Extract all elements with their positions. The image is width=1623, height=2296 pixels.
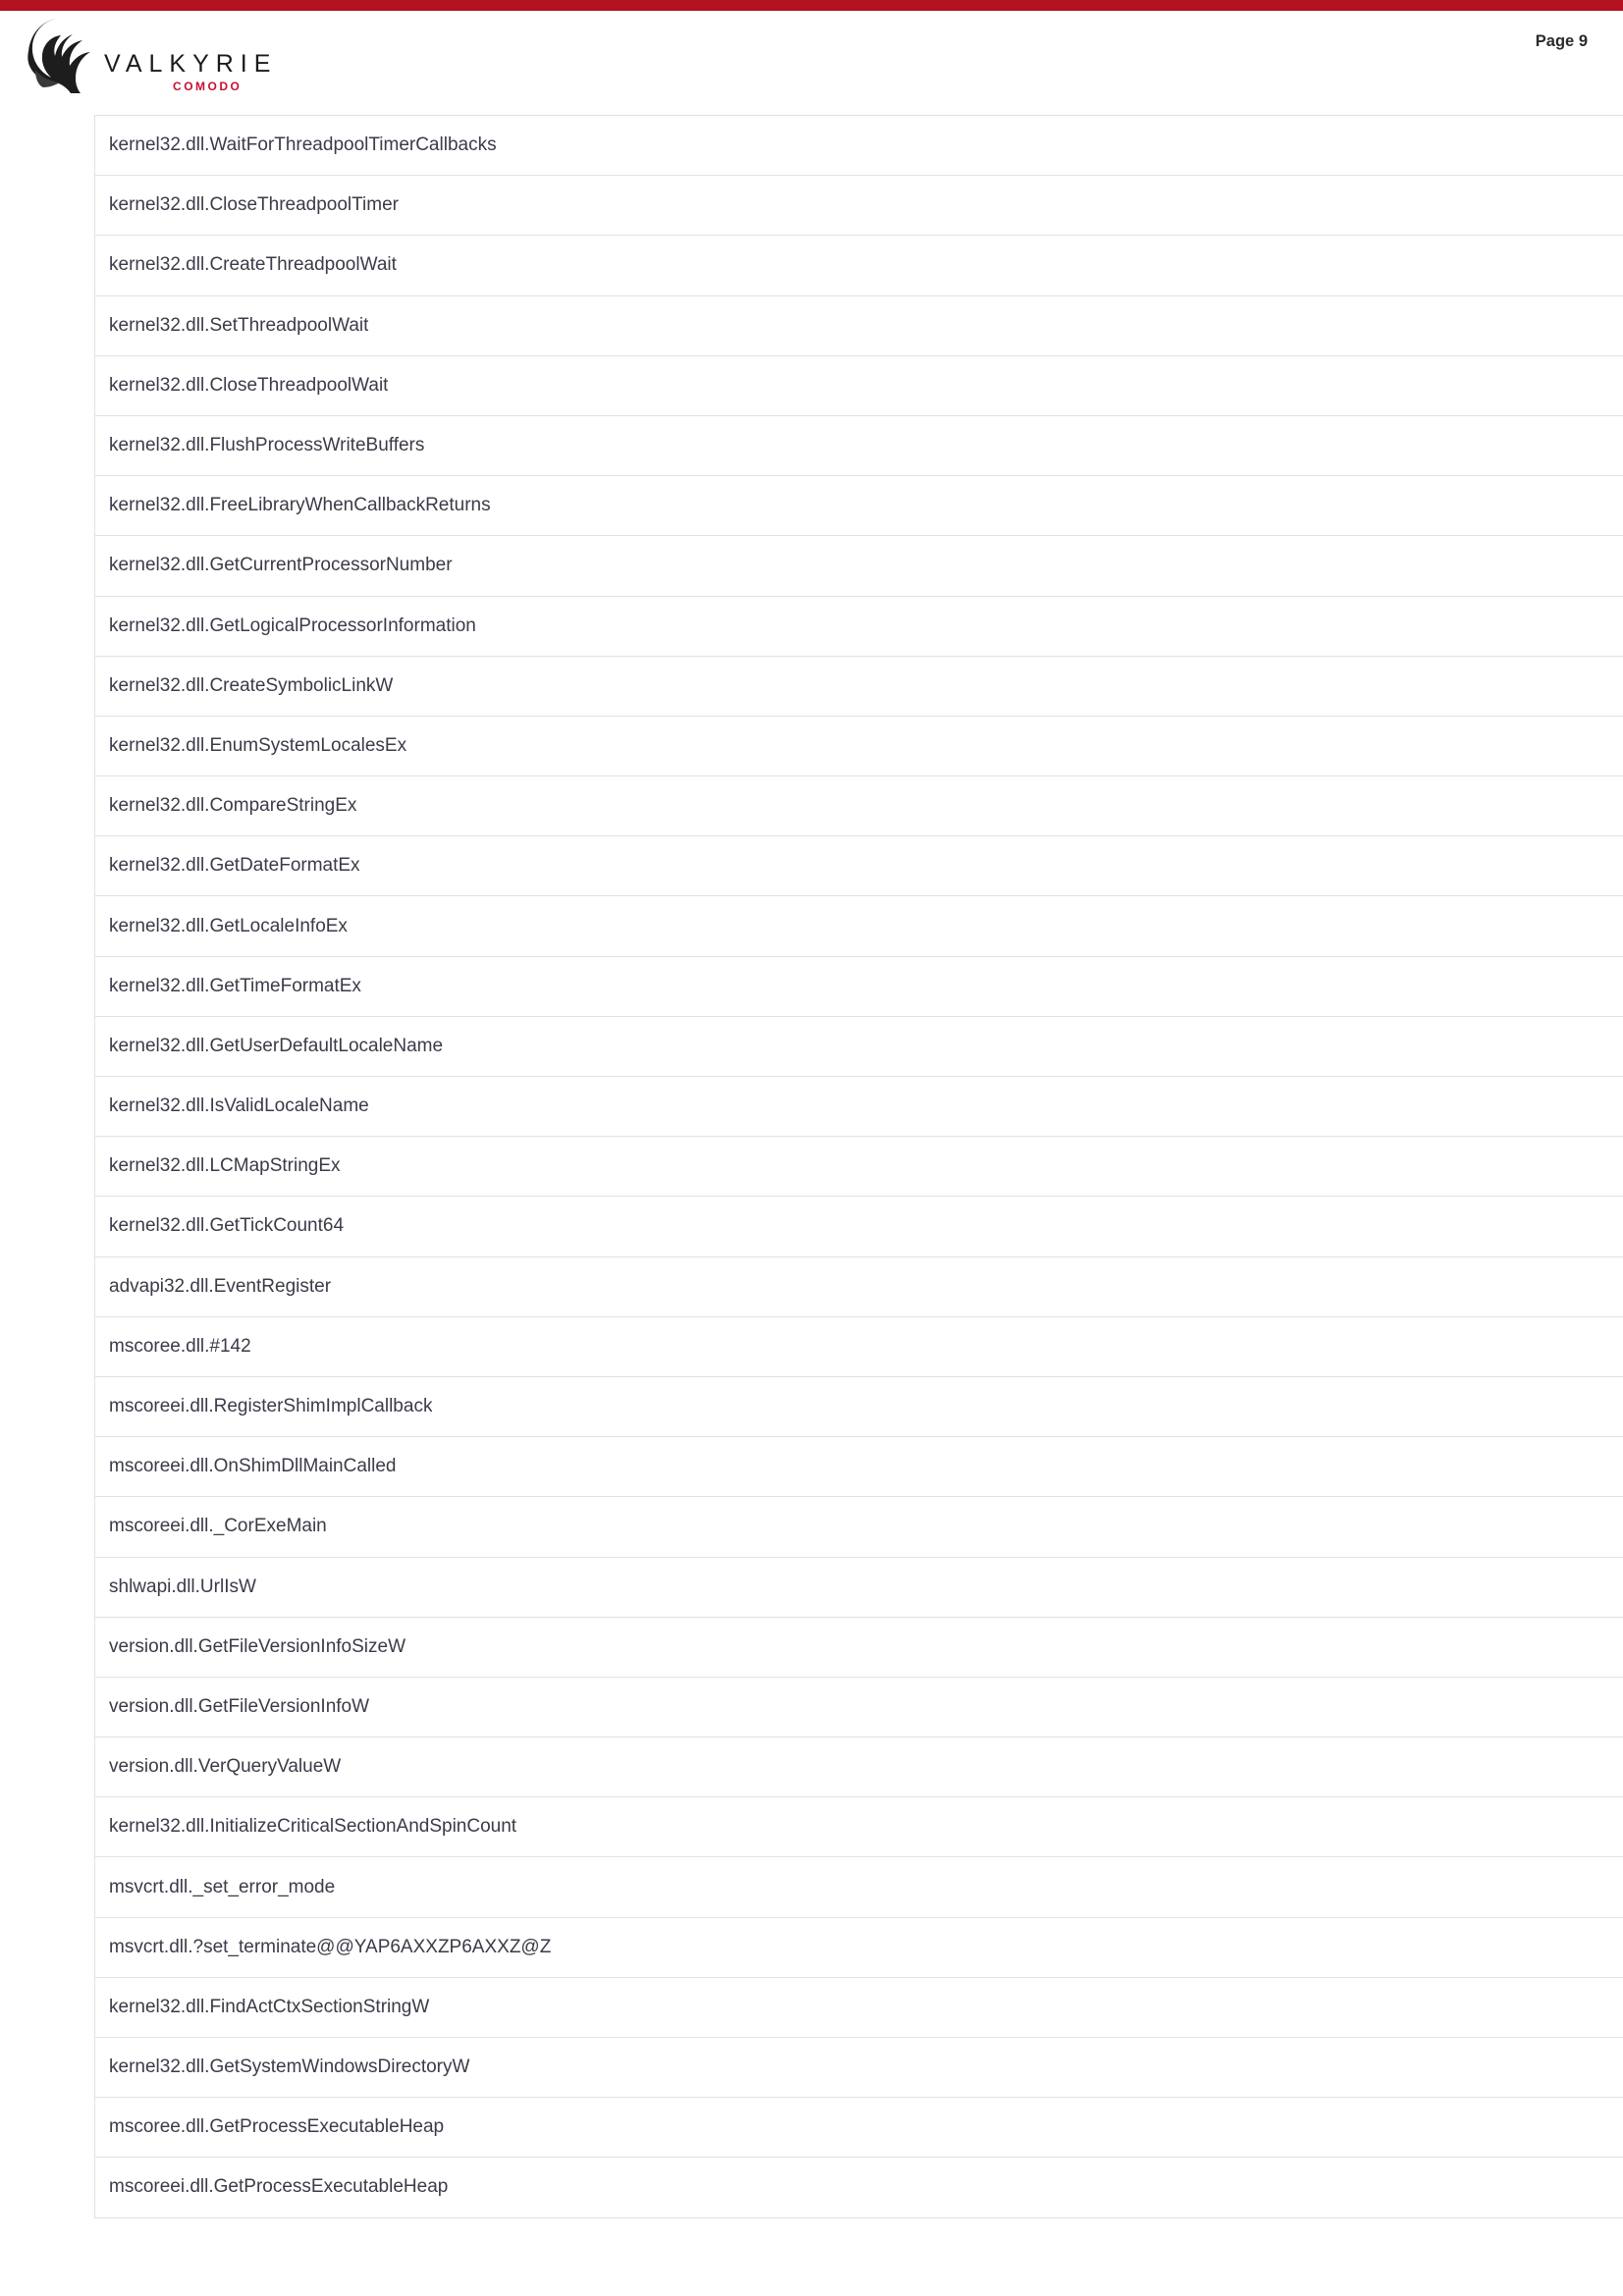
table-row <box>94 176 1623 236</box>
table-row <box>94 536 1623 596</box>
table-row <box>94 2098 1623 2158</box>
api-name-cell: mscoreei.dll._CorExeMain <box>109 1516 327 1537</box>
table-row <box>94 896 1623 956</box>
api-name-cell: kernel32.dll.LCMapStringEx <box>109 1155 341 1177</box>
api-name-cell: kernel32.dll.GetLocaleInfoEx <box>109 915 348 936</box>
table-row <box>94 597 1623 657</box>
api-name-cell: kernel32.dll.GetLogicalProcessorInformation <box>109 614 476 636</box>
table-row <box>94 1857 1623 1917</box>
api-name-cell: version.dll.GetFileVersionInfoSizeW <box>109 1635 406 1657</box>
table-row <box>94 2038 1623 2098</box>
api-name-cell: mscoree.dll.#142 <box>109 1335 251 1357</box>
valkyrie-wing-logo-icon <box>27 17 98 93</box>
api-name-cell: kernel32.dll.CloseThreadpoolWait <box>109 374 389 396</box>
table-row <box>94 236 1623 295</box>
api-name-cell: kernel32.dll.WaitForThreadpoolTimerCallbacks <box>109 134 497 156</box>
table-row <box>94 1918 1623 1978</box>
top-accent-bar <box>0 0 1623 11</box>
brand-logo <box>27 17 277 93</box>
table-row <box>94 1797 1623 1857</box>
table-row <box>94 1678 1623 1737</box>
table-row <box>94 116 1623 176</box>
table-row <box>94 1978 1623 2038</box>
table-row <box>94 1618 1623 1678</box>
table-row <box>94 1558 1623 1618</box>
api-name-cell: kernel32.dll.GetTickCount64 <box>109 1215 345 1237</box>
api-name-cell: kernel32.dll.CreateThreadpoolWait <box>109 254 397 276</box>
api-name-cell: mscoreei.dll.RegisterShimImplCallback <box>109 1396 433 1417</box>
table-row <box>94 957 1623 1017</box>
api-name-cell: kernel32.dll.FreeLibraryWhenCallbackReturns <box>109 495 491 516</box>
table-row <box>94 1737 1623 1797</box>
api-name-cell: kernel32.dll.GetTimeFormatEx <box>109 975 361 996</box>
brand-subname: COMODO <box>173 80 243 93</box>
table-row <box>94 1497 1623 1557</box>
api-name-cell: kernel32.dll.GetSystemWindowsDirectoryW <box>109 2056 470 2078</box>
api-name-cell: kernel32.dll.IsValidLocaleName <box>109 1095 369 1117</box>
table-row <box>94 1257 1623 1317</box>
table-row <box>94 836 1623 896</box>
api-name-cell: kernel32.dll.SetThreadpoolWait <box>109 314 369 336</box>
api-name-cell: version.dll.VerQueryValueW <box>109 1756 342 1778</box>
api-name-cell: kernel32.dll.GetUserDefaultLocaleName <box>109 1035 444 1056</box>
api-name-cell: shlwapi.dll.UrlIsW <box>109 1575 256 1597</box>
table-row <box>94 416 1623 476</box>
table-row <box>94 1377 1623 1437</box>
page-number: Page 9 <box>1535 32 1588 50</box>
table-row <box>94 1017 1623 1077</box>
table-row <box>94 1437 1623 1497</box>
brand-wordmark <box>104 17 277 93</box>
api-name-cell: kernel32.dll.CompareStringEx <box>109 795 357 817</box>
table-row <box>94 1077 1623 1137</box>
api-name-cell: kernel32.dll.EnumSystemLocalesEx <box>109 734 407 756</box>
table-row <box>94 717 1623 776</box>
table-row <box>94 1137 1623 1197</box>
api-name-cell: mscoree.dll.GetProcessExecutableHeap <box>109 2116 445 2138</box>
api-name-cell: kernel32.dll.GetDateFormatEx <box>109 855 360 877</box>
table-row <box>94 2158 1623 2217</box>
api-name-cell: kernel32.dll.FindActCtxSectionStringW <box>109 1996 430 2017</box>
api-name-cell: kernel32.dll.FlushProcessWriteBuffers <box>109 435 425 456</box>
api-name-cell: mscoreei.dll.OnShimDllMainCalled <box>109 1456 397 1477</box>
api-name-cell: msvcrt.dll.?set_terminate@@YAP6AXXZP6AXXZ@Z <box>109 1936 552 1957</box>
api-name-cell: version.dll.GetFileVersionInfoW <box>109 1695 370 1717</box>
api-name-cell: msvcrt.dll._set_error_mode <box>109 1876 336 1897</box>
table-row <box>94 476 1623 536</box>
table-row <box>94 356 1623 416</box>
table-row <box>94 1317 1623 1377</box>
api-name-cell: mscoreei.dll.GetProcessExecutableHeap <box>109 2176 449 2198</box>
brand-name: VALKYRIE <box>104 50 278 78</box>
page-header <box>0 11 1623 119</box>
api-name-cell: kernel32.dll.CloseThreadpoolTimer <box>109 194 399 216</box>
api-name-cell: kernel32.dll.CreateSymbolicLinkW <box>109 674 394 696</box>
table-row <box>94 1197 1623 1256</box>
table-row <box>94 776 1623 836</box>
api-name-cell: kernel32.dll.InitializeCriticalSectionAndSpinCount <box>109 1816 517 1838</box>
api-import-table <box>94 115 1623 2218</box>
api-name-cell: kernel32.dll.GetCurrentProcessorNumber <box>109 555 453 576</box>
table-row <box>94 657 1623 717</box>
api-name-cell: advapi32.dll.EventRegister <box>109 1275 332 1297</box>
table-row <box>94 296 1623 356</box>
